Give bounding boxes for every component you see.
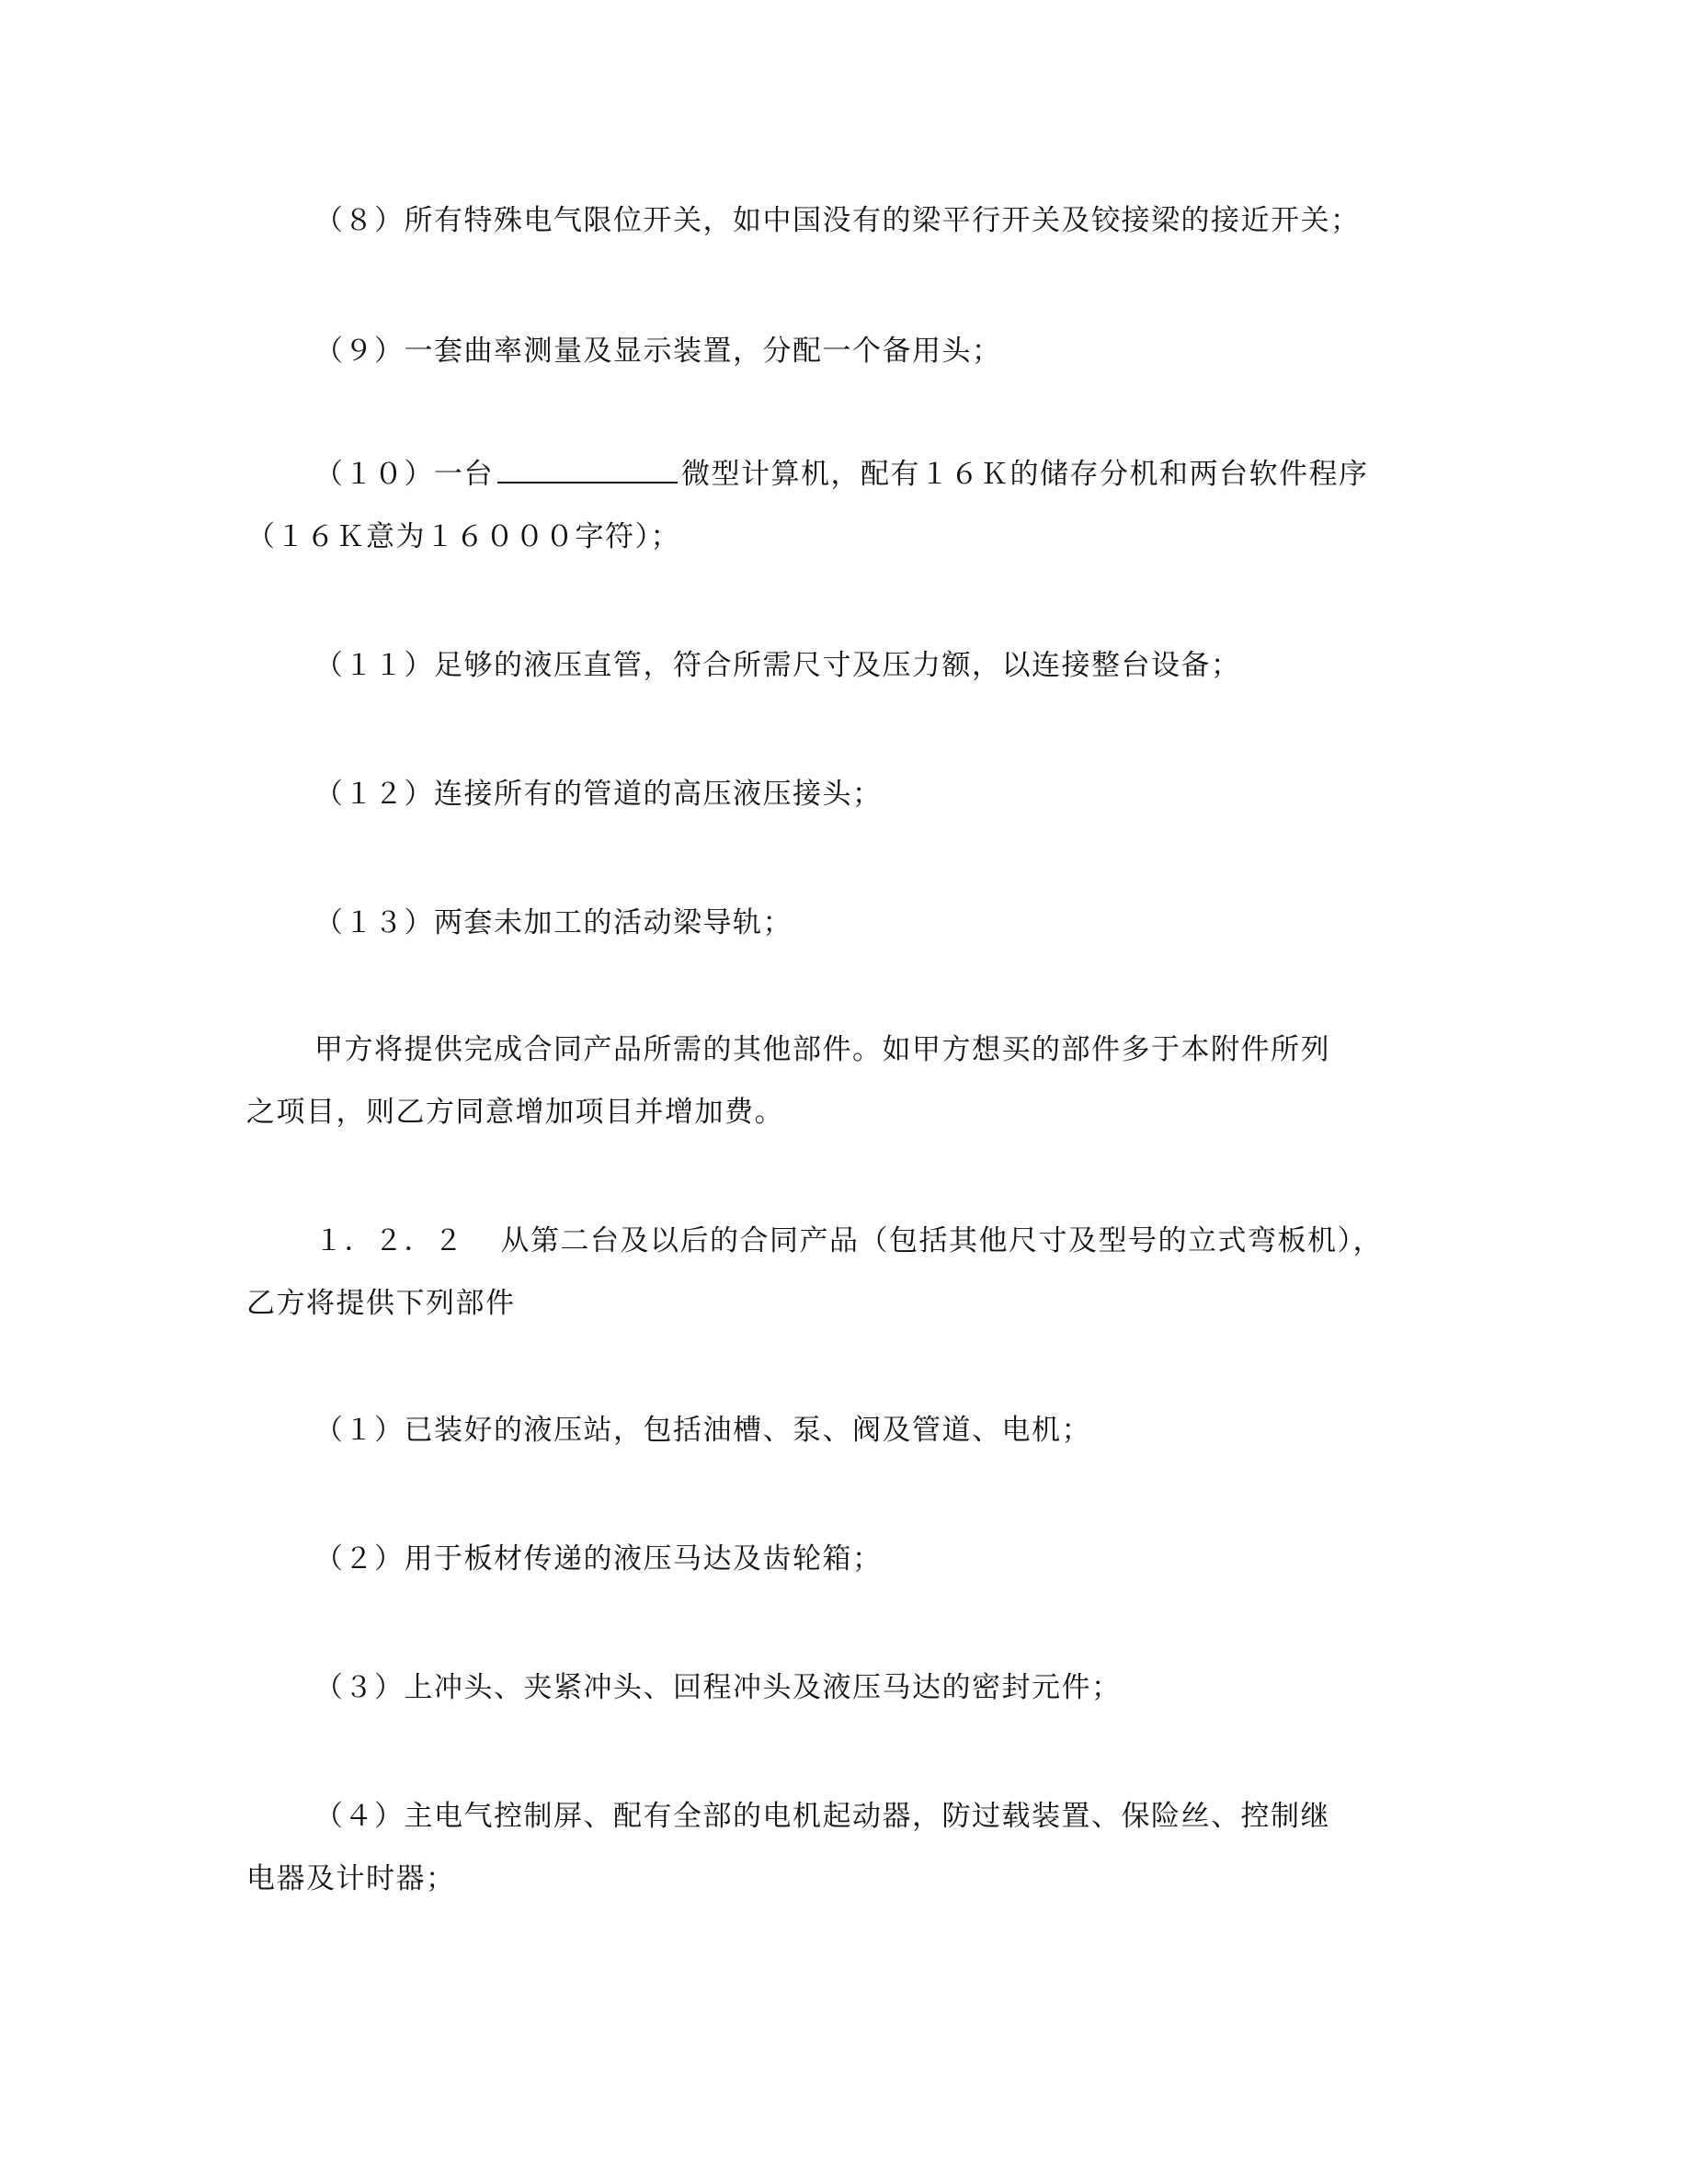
list-item-8: （８）所有特殊电气限位开关，如中国没有的梁平行开关及铰接梁的接近开关； — [314, 204, 1361, 237]
list-item-12: （１２）连接所有的管道的高压液压接头； — [314, 778, 883, 811]
list-item-10-continuation: （１６Ｋ意为１６０００字符）； — [246, 520, 680, 553]
list-item-10-prefix: （１０）一台 — [314, 458, 494, 491]
list-item-13: （１３）两套未加工的活动梁导轨； — [314, 906, 793, 939]
list2-item-3: （３）上冲头、夹紧冲头、回程冲头及液压马达的密封元件； — [314, 1671, 1122, 1704]
section-text: 从第二台及以后的合同产品（包括其他尺寸及型号的立式弯板机）， — [500, 1224, 1383, 1257]
list-item-11: （１１）足够的液压直管，符合所需尺寸及压力额，以连接整台设备； — [314, 649, 1241, 682]
list2-item-2: （２）用于板材传递的液压马达及齿轮箱； — [314, 1542, 883, 1575]
list2-item-4-continuation: 电器及计时器； — [246, 1862, 456, 1895]
list-item-9: （９）一套曲率测量及显示装置，分配一个备用头； — [314, 335, 1002, 368]
section-continuation: 乙方将提供下列部件 — [246, 1287, 516, 1320]
paragraph-line-1: 甲方将提供完成合同产品所需的其他部件。如甲方想买的部件多于本附件所列 — [314, 1033, 1330, 1066]
list-item-10 — [314, 454, 1369, 495]
list-item-10-suffix: 微型计算机，配有１６Ｋ的储存分机和两台软件程序 — [681, 458, 1369, 491]
list2-item-1: （１）已装好的液压站，包括油槽、泵、阀及管道、电机； — [314, 1414, 1091, 1447]
section-number: １．２．２ — [314, 1224, 464, 1257]
section-heading — [314, 1221, 1383, 1261]
list2-item-4: （４）主电气控制屏、配有全部的电机起动器，防过载装置、保险丝、控制继 — [314, 1800, 1330, 1833]
fill-in-blank — [497, 454, 678, 483]
paragraph-line-2: 之项目，则乙方同意增加项目并增加费。 — [246, 1096, 784, 1129]
